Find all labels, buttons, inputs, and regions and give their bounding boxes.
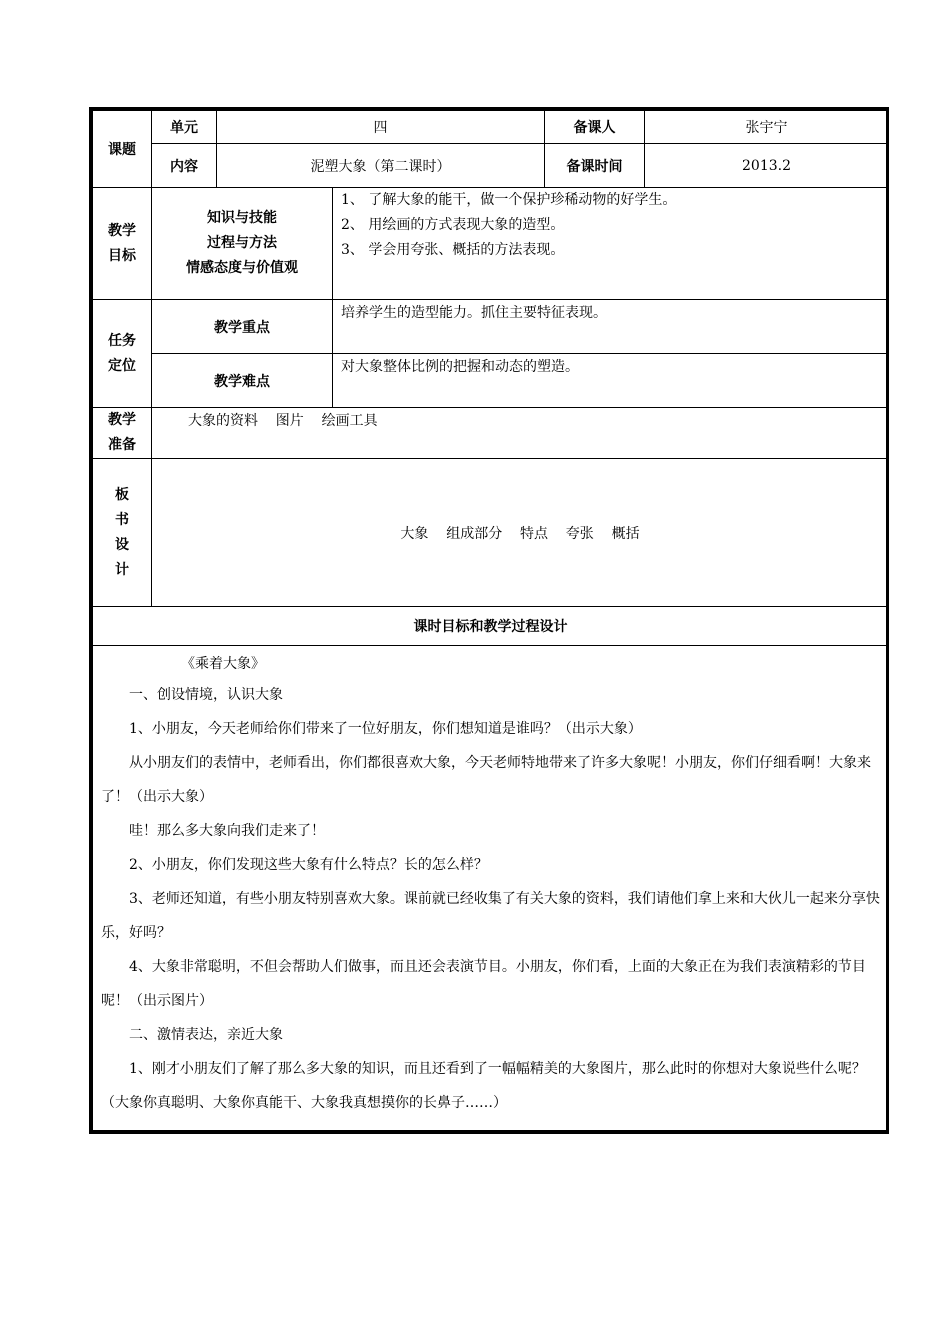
process-heading: 课时目标和教学过程设计: [93, 607, 889, 646]
key-point-value: 培养学生的造型能力。抓住主要特征表现。: [333, 300, 889, 354]
goal-item: 1、 了解大象的能干，做一个保护珍稀动物的好学生。: [341, 192, 677, 208]
neirong-value: 泥塑大象（第二课时）: [217, 144, 545, 188]
goals-label-line2: 目标: [108, 247, 136, 264]
process-title: 《乘着大象》: [181, 656, 265, 672]
goal-item: 2、 用绘画的方式表现大象的造型。: [341, 217, 565, 233]
prep-label-line1: 教学: [108, 412, 136, 428]
task-label-line2: 定位: [108, 357, 136, 374]
process-paragraph: 一、创设情境，认识大象: [129, 687, 283, 703]
beikeren-value: 张宇宁: [645, 111, 889, 144]
process-paragraph: 1、刚才小朋友们了解了那么多大象的知识，而且还看到了一幅幅精美的大象图片，那么此时的你想对大象说些什么呢？（大象你真聪明、大象你真能干、大象我真想摸你的长鼻子……）: [101, 1061, 866, 1111]
task-label-line1: 任务: [108, 332, 136, 349]
task-label: [93, 300, 152, 408]
board-label-char: 书: [115, 511, 129, 528]
difficult-point-label: 教学难点: [152, 354, 333, 408]
goals-label: [93, 188, 152, 300]
goals-items: [333, 188, 889, 300]
goal-item: 3、 学会用夸张、概括的方法表现。: [341, 242, 565, 258]
board-label: [93, 459, 152, 607]
board-value: 大象 组成部分 特点 夸张 概括: [152, 459, 889, 607]
process-body: [93, 646, 889, 1131]
difficult-point-value: 对大象整体比例的把握和动态的塑造。: [333, 354, 889, 408]
goals-categories: [152, 188, 333, 300]
danyuan-value: 四: [217, 111, 545, 144]
lesson-plan-table: [89, 107, 889, 1134]
beikeshijian-label: 备课时间: [545, 144, 645, 188]
danyuan-label: 单元: [152, 111, 217, 144]
process-paragraph: 2、小朋友，你们发现这些大象有什么特点？长的怎么样？: [129, 857, 488, 873]
goals-category: 情感态度与价值观: [186, 260, 298, 276]
key-point-label: 教学重点: [152, 300, 333, 354]
prep-label: [93, 408, 152, 459]
goals-label-line1: 教学: [108, 222, 136, 239]
prep-label-line2: 准备: [108, 437, 136, 453]
process-paragraph: 哇！那么多大象向我们走来了！: [129, 823, 325, 839]
board-label-char: 板: [115, 486, 129, 503]
beikeshijian-value: 2013.2: [645, 144, 889, 188]
goals-category: 知识与技能: [207, 210, 277, 226]
prep-value: 大象的资料 图片 绘画工具: [152, 408, 889, 459]
process-paragraph: 二、激情表达，亲近大象: [129, 1027, 283, 1043]
process-paragraph: 从小朋友们的表情中，老师看出，你们都很喜欢大象，今天老师特地带来了许多大象呢！小朋友，你们仔细看啊！大象来了！（出示大象）: [101, 755, 871, 805]
board-label-char: 计: [115, 561, 129, 578]
beikeren-label: 备课人: [545, 111, 645, 144]
neirong-label: 内容: [152, 144, 217, 188]
process-paragraph: 3、老师还知道，有些小朋友特别喜欢大象。课前就已经收集了有关大象的资料，我们请他们拿上来和大伙儿一起来分享快乐，好吗？: [101, 891, 880, 941]
process-paragraph: 4、大象非常聪明，不但会帮助人们做事，而且还会表演节目。小朋友，你们看，上面的大象正在为我们表演精彩的节目呢！（出示图片）: [101, 959, 866, 1009]
process-paragraph: 1、小朋友，今天老师给你们带来了一位好朋友，你们想知道是谁吗？（出示大象）: [129, 721, 642, 737]
board-label-char: 设: [115, 536, 129, 553]
keti-label: 课题: [93, 111, 152, 188]
goals-category: 过程与方法: [207, 235, 277, 251]
